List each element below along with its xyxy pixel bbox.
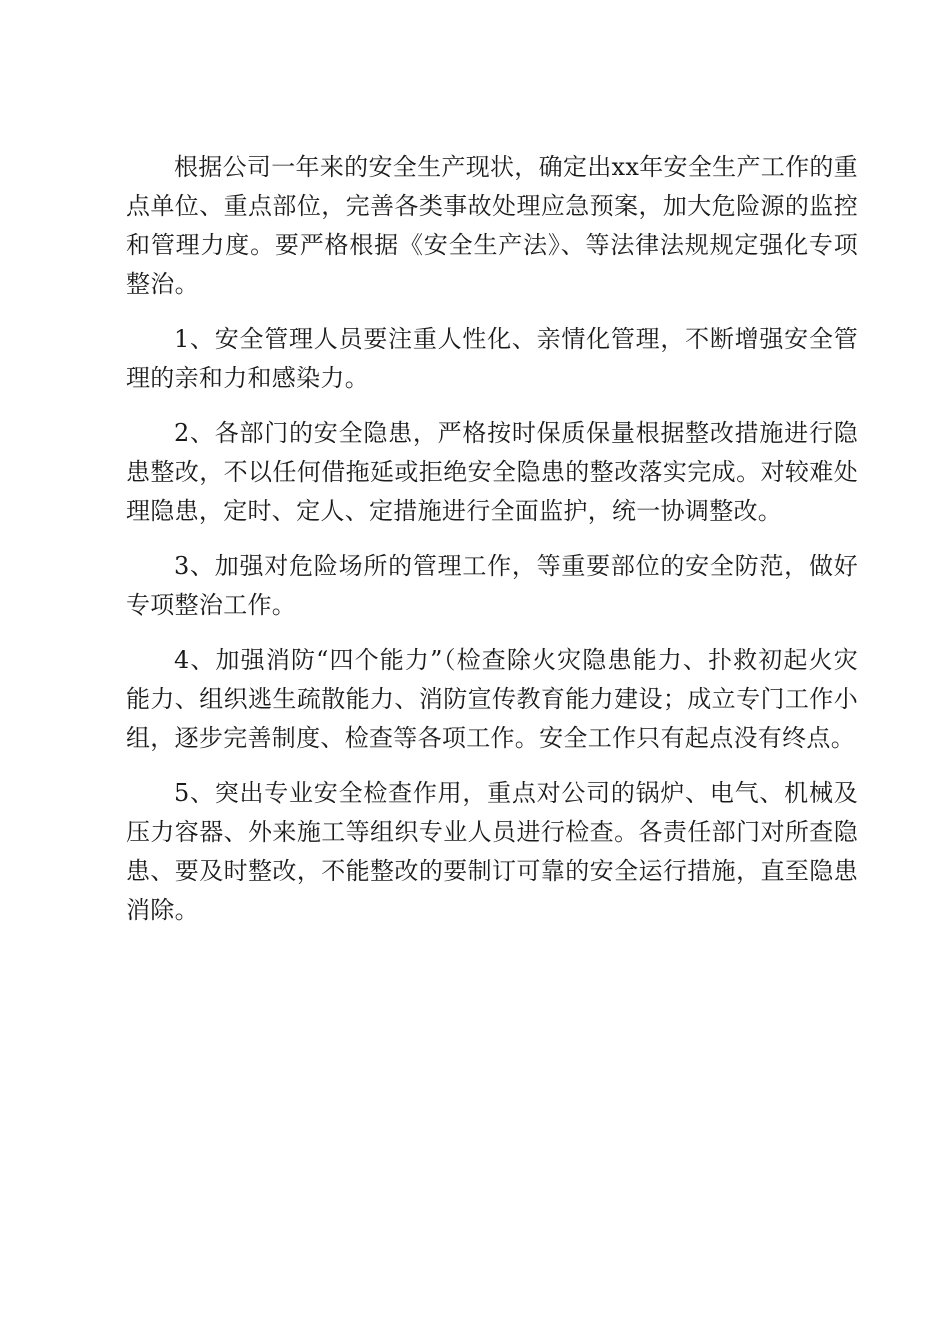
item-5-paragraph: 5、突出专业安全检查作用，重点对公司的锅炉、电气、机械及压力容器、外来施工等组织专业人员进行检查。各责任部门对所查隐患、要及时整改，不能整改的要制订可靠的安全运行措施，直至隐患消除。	[126, 779, 858, 924]
item-1-paragraph: 1、安全管理人员要注重人性化、亲情化管理，不断增强安全管理的亲和力和感染力。	[126, 325, 858, 392]
item-2-paragraph: 2、各部门的安全隐患，严格按时保质保量根据整改措施进行隐患整改，不以任何借拖延或拒绝安全隐患的整改落实完成。对较难处理隐患，定时、定人、定措施进行全面监护，统一协调整改。	[126, 419, 858, 525]
document-body	[126, 148, 858, 946]
item-3-paragraph: 3、加强对危险场所的管理工作，等重要部位的安全防范，做好专项整治工作。	[126, 552, 858, 619]
intro-paragraph: 根据公司一年来的安全生产现状，确定出xx年安全生产工作的重点单位、重点部位，完善各类事故处理应急预案，加大危险源的监控和管理力度。要严格根据《安全生产法》、等法律法规规定强化专项整治。	[126, 153, 858, 298]
item-4-paragraph: 4、加强消防“四个能力”（检查除火灾隐患能力、扑救初起火灾能力、组织逃生疏散能力、消防宣传教育能力建设；成立专门工作小组，逐步完善制度、检查等各项工作。安全工作只有起点没有终点。	[126, 646, 858, 752]
